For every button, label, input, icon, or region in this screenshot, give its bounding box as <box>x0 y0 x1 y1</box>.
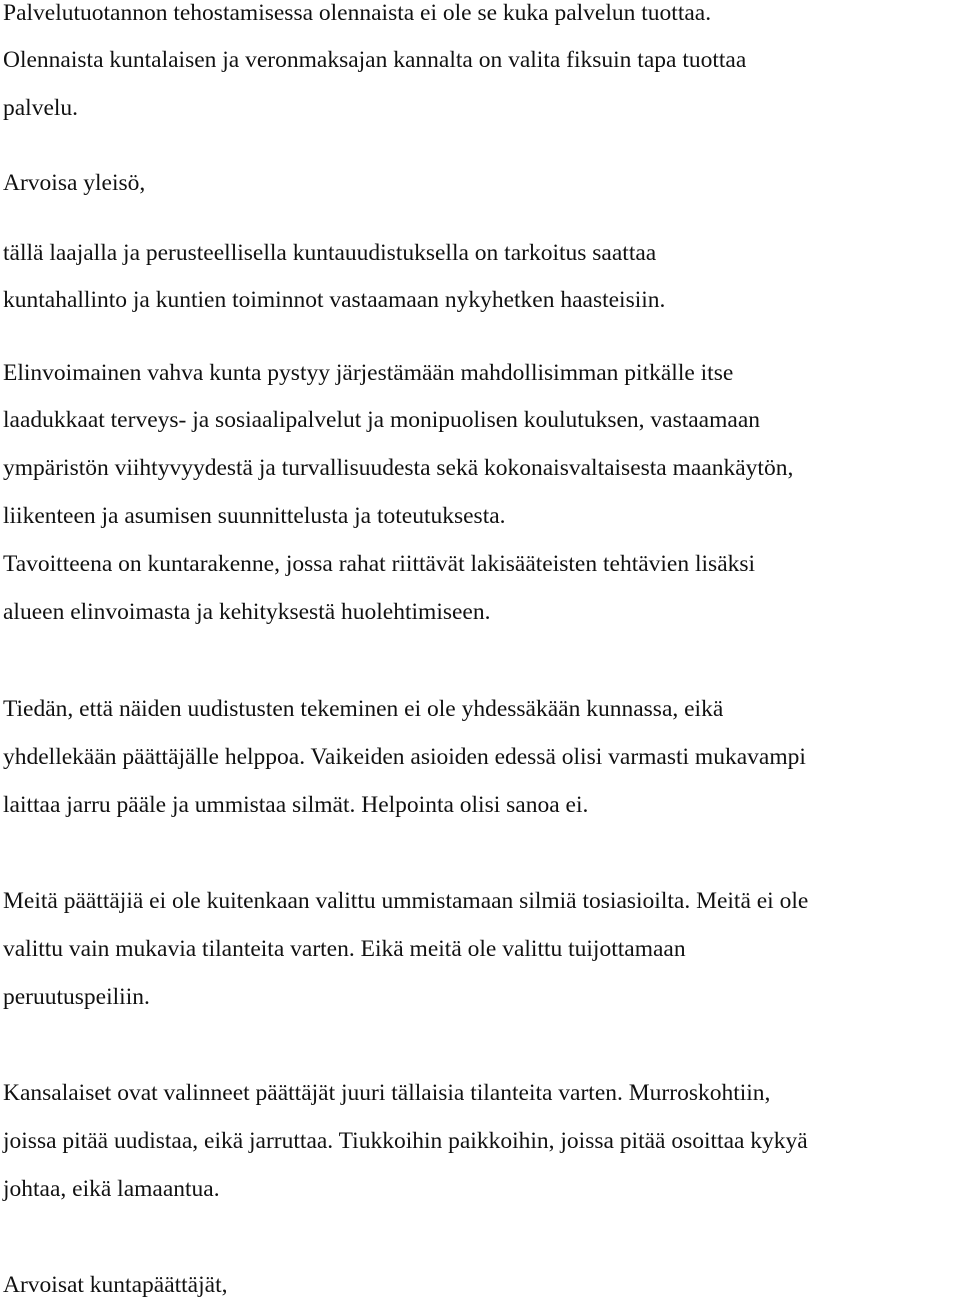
paragraph-4-line-2: laadukkaat terveys- ja sosiaalipalvelut ja monipuolisen koulutuksen, vastaamaan <box>3 407 761 433</box>
paragraph-7-line-3: johtaa, eikä lamaantua. <box>3 1176 220 1202</box>
paragraph-7-line-2: joissa pitää uudistaa, eikä jarruttaa. Tiukkoihin paikkoihin, joissa pitää osoittaa kykyä <box>3 1128 808 1154</box>
paragraph-5-line-3: laittaa jarru pääle ja ummistaa silmät. Helpointa olisi sanoa ei. <box>3 792 589 818</box>
salutation-1: Arvoisa yleisö, <box>3 170 146 196</box>
paragraph-4-line-4: liikenteen ja asumisen suunnittelusta ja toteutuksesta. <box>3 503 506 529</box>
salutation-2: Arvoisat kuntapäättäjät, <box>3 1272 228 1298</box>
paragraph-6-line-1: Meitä päättäjiä ei ole kuitenkaan valittu ummistamaan silmiä tosiasioilta. Meitä ei ole <box>3 888 809 914</box>
paragraph-4-line-5: Tavoitteena on kuntarakenne, jossa rahat riittävät lakisääteisten tehtävien lisäksi <box>3 551 756 577</box>
paragraph-6-line-3: peruutuspeiliin. <box>3 984 150 1010</box>
paragraph-1-line-1: Palvelutuotannon tehostamisessa olennaista ei ole se kuka palvelun tuottaa. <box>3 0 712 26</box>
paragraph-3-line-2: kuntahallinto ja kuntien toiminnot vastaamaan nykyhetken haasteisiin. <box>3 287 666 313</box>
paragraph-4-line-6: alueen elinvoimasta ja kehityksestä huolehtimiseen. <box>3 599 491 625</box>
paragraph-5-line-2: yhdellekään päättäjälle helppoa. Vaikeiden asioiden edessä olisi varmasti mukavampi <box>3 744 806 770</box>
paragraph-4-line-3: ympäristön viihtyvyydestä ja turvallisuudesta sekä kokonaisvaltaisesta maankäytön, <box>3 455 794 481</box>
paragraph-3-line-1: tällä laajalla ja perusteellisella kuntauudistuksella on tarkoitus saattaa <box>3 240 657 266</box>
paragraph-1-line-2: Olennaista kuntalaisen ja veronmaksajan kannalta on valita fiksuin tapa tuottaa <box>3 47 747 73</box>
paragraph-5-line-1: Tiedän, että näiden uudistusten tekeminen ei ole yhdessäkään kunnassa, eikä <box>3 696 724 722</box>
paragraph-6-line-2: valittu vain mukavia tilanteita varten. Eikä meitä ole valittu tuijottamaan <box>3 936 686 962</box>
paragraph-7-line-1: Kansalaiset ovat valinneet päättäjät juuri tällaisia tilanteita varten. Murroskohtiin, <box>3 1080 771 1106</box>
paragraph-1-line-3: palvelu. <box>3 95 79 121</box>
paragraph-4-line-1: Elinvoimainen vahva kunta pystyy järjestämään mahdollisimman pitkälle itse <box>3 360 734 386</box>
